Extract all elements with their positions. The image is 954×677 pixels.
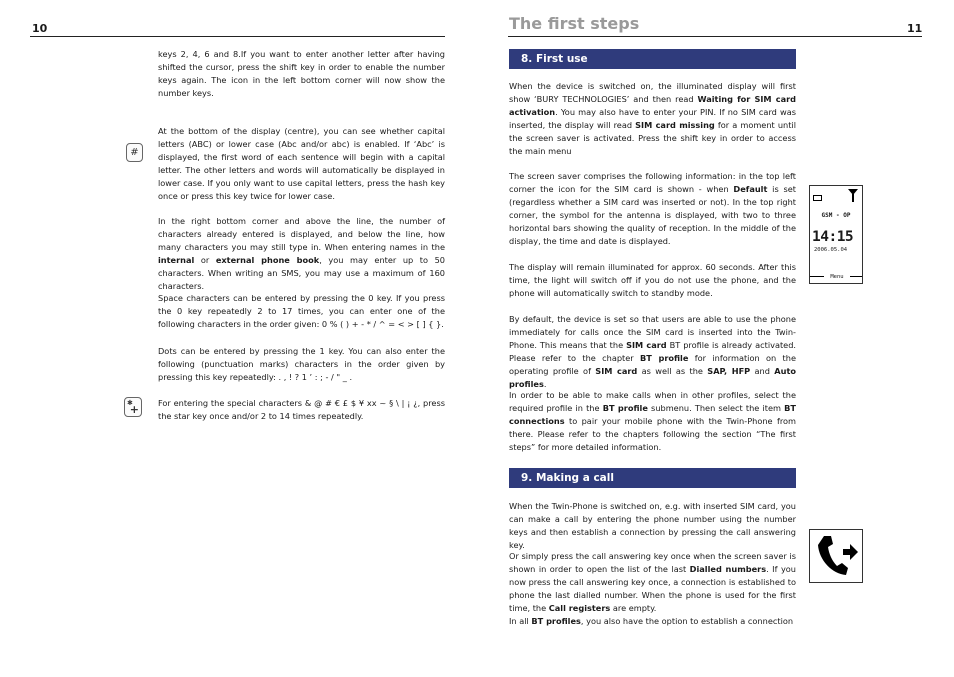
hash-key-icon	[126, 143, 143, 162]
bold-term: BT profiles	[531, 616, 581, 626]
text-run: , you may enter up to 50 characters. When writing an SMS, you may use a maximum of 160 characters.	[158, 254, 445, 291]
text-run: for a moment until the screen saver is activated. Press the shift key in order to access the main menu	[509, 119, 796, 156]
bold-term: internal	[158, 254, 195, 265]
bold-term: SIM card	[595, 365, 638, 376]
left-paragraph	[158, 345, 445, 384]
bold-term: SIM card missing	[635, 119, 715, 130]
text-run: BT profile is already activated. Please refer to the chapter	[509, 339, 797, 363]
bold-term: external phone book	[215, 254, 320, 265]
section-heading-first-use: 8. First use	[509, 49, 796, 69]
bold-term: Auto profiles	[509, 365, 797, 389]
hash-key-label: #	[130, 147, 139, 158]
carrier-label: GSM - OP	[821, 212, 851, 219]
left-page-number: 10	[32, 22, 48, 35]
bold-term: BT connections	[509, 402, 796, 426]
text-run: In all	[509, 616, 532, 626]
right-page-number: 11	[907, 22, 923, 35]
text-run: as well as the	[637, 365, 708, 376]
left-header-rule	[30, 36, 445, 37]
right-header-rule	[508, 36, 922, 37]
text-run: , you also have the option to establish a connection	[580, 616, 794, 626]
text-run: If you want to enter another letter after having shifted the cursor, press the shift key in order to enable the number keys again. The icon in the left bottom corner will now show the number keys.	[158, 49, 445, 98]
bold-term: BT profile	[640, 352, 689, 363]
star-key-icon	[124, 397, 142, 417]
right-paragraph	[509, 550, 796, 615]
text-run: Space characters can be entered by pressing the 0 key. If you press the 0 key repeatedly 2 to 17 times, you can enter one of the following characters in the order given: 0 % ( ) + - * / ^ = < > [ ] { }.	[158, 293, 445, 329]
right-paragraph	[509, 170, 796, 247]
bold-term: Default	[733, 183, 768, 194]
text-run: At the bottom of the display (centre), you can see whether capital letters (ABC) or lower case (Abc and/or abc) is enabled. If ‘Abc’ is displayed, the first word of each sentence will begin with a capital letter. The other letters and words will automatically be displayed in lower case. If you only want to use capital letters, press the hash key once or press this key twice for lower case.	[158, 126, 445, 201]
text-run: The screen saver comprises the following information: in the top left corner the icon for the SIM card is shown - when	[509, 171, 796, 194]
text-run: When the device is switched on, the illuminated display will first show ‘BURY TECHNOLOGIES’ and then read	[509, 81, 796, 104]
bold-term: Call registers	[548, 602, 611, 613]
left-paragraph	[158, 48, 445, 100]
text-run: .	[543, 378, 547, 389]
text-run: are empty.	[610, 602, 657, 613]
right-paragraph	[509, 261, 796, 300]
left-paragraph	[158, 215, 445, 292]
text-run: In order to be able to make calls when in other profiles, select the required profile in the	[509, 390, 796, 413]
right-paragraph	[509, 313, 796, 390]
text-run: Or simply press the call answering key once when the screen saver is shown in order to open the list of the last	[509, 551, 796, 574]
clock-date: 2006.05.04	[814, 247, 848, 253]
phone-handset-icon	[810, 530, 862, 582]
left-paragraph	[158, 397, 445, 423]
text-run: . You may also have to enter your PIN. If no SIM card was inserted, the display will read	[509, 106, 796, 130]
text-run: to pair your mobile phone with the Twin-Phone from there. Please refer to the chapters following the section “The first steps” for more detailed information.	[509, 415, 796, 452]
right-paragraph	[509, 615, 796, 628]
text-run: Dots can be entered by pressing the 1 key. You can also enter the following (punctuation marks) characters in the order given by pressing this key repeatedly: . , ! ? 1 ’ : ; - / " _ .	[158, 346, 445, 382]
text-run: The display will remain illuminated for approx. 60 seconds. After this time, the light will switch off if you do not use the phone, and the phone will automatically switch to standby mode.	[509, 262, 796, 298]
page-title: The first steps	[509, 14, 640, 33]
bold-term: BT profile	[602, 402, 648, 413]
sim-card-icon	[813, 195, 822, 201]
star-key-label: ✱	[127, 399, 133, 407]
text-run: When the Twin-Phone is switched on, e.g. with inserted SIM card, you can make a call by entering the phone number using the number keys and then establish a connection by pressing the call answering key.	[509, 501, 796, 550]
section-heading-making-a-call: 9. Making a call	[509, 468, 796, 488]
bold-term: SIM card	[626, 339, 667, 350]
text-run: In the right bottom corner and above the line, the number of characters already entered is displayed, and below the line, how many characters you may still type in. When entering names in the	[158, 216, 445, 252]
bold-term: SAP, HFP	[707, 365, 751, 376]
clock-time: 14:15	[812, 229, 854, 245]
left-paragraph	[158, 125, 445, 202]
left-paragraph	[158, 292, 445, 331]
text-run: . If you now press the call answering key once, a connection is established to phone the last dialled number. When the phone is used for the first time, the	[509, 563, 796, 613]
bold-term: Waiting for SIM card activation	[509, 93, 797, 117]
text-run: or	[194, 254, 216, 265]
plus-icon: +	[129, 403, 139, 416]
right-paragraph	[509, 80, 796, 157]
phone-screen-illustration	[809, 185, 863, 284]
antenna-icon	[847, 188, 859, 202]
call-key-illustration	[809, 529, 863, 583]
text-run: keys 2, 4, 6 and 8.	[158, 49, 241, 59]
text-run: for information on the operating profile of	[509, 352, 796, 376]
right-paragraph	[509, 500, 796, 552]
text-run: By default, the device is set so that users are able to use the phone immediately for calls once the SIM card is inserted into the Twin-Phone. This means that the	[509, 314, 796, 350]
right-paragraph	[509, 389, 796, 454]
menu-softkey-label: Menu	[824, 274, 850, 280]
text-run: and	[750, 365, 775, 376]
bold-term: Dialled numbers	[689, 563, 767, 574]
text-run: For entering the special characters & @ # € £ $ ¥ xx ~ § \ | ¡ ¿, press the star key once and/or 2 to 14 times repeatedly.	[158, 398, 445, 421]
text-run: is set (regardless whether a SIM card was inserted or not). In the top right corner, the symbol for the antenna is displayed, with two to three horizontal bars showing the quality of reception. In the middle of the display, the time and date is displayed.	[509, 183, 796, 246]
text-run: submenu. Then select the item	[647, 402, 785, 413]
